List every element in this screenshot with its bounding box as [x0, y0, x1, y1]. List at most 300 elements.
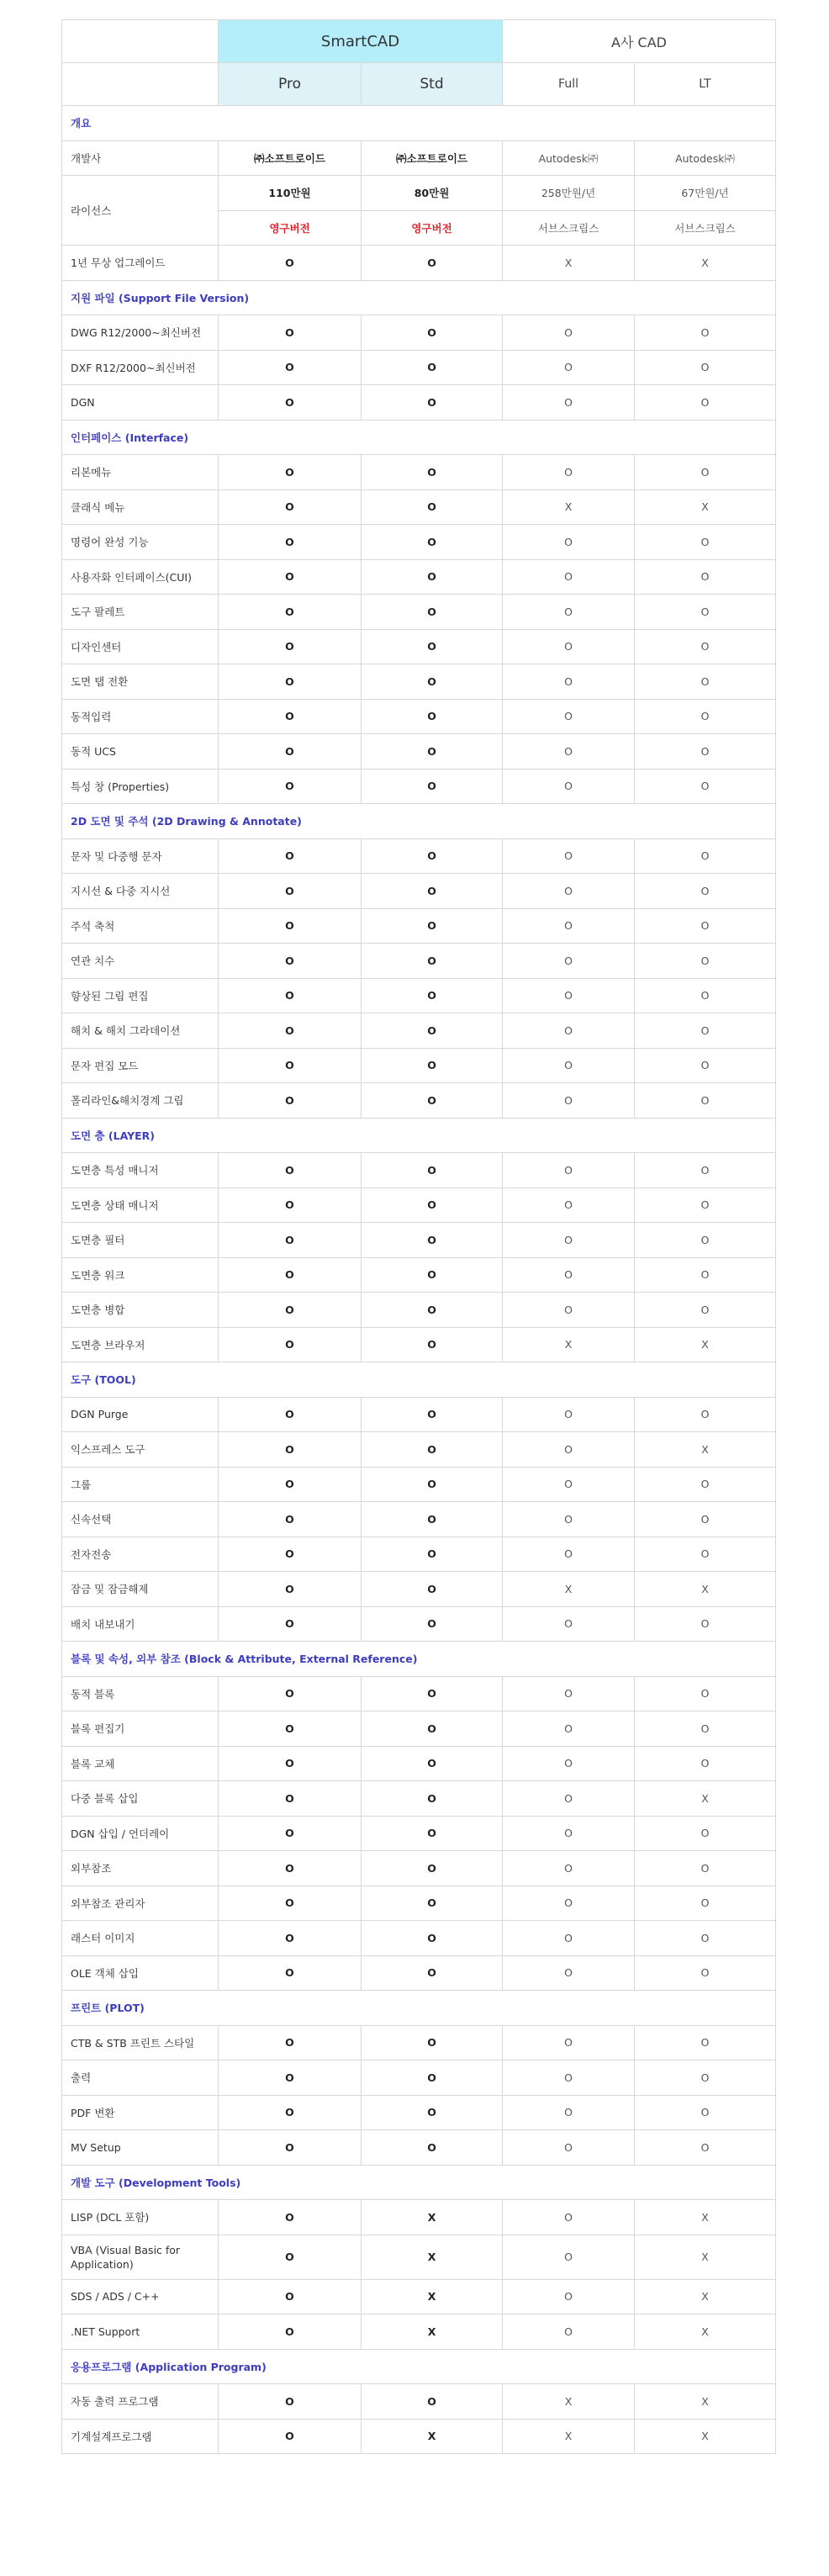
- row-label: PDF 변환: [62, 2095, 219, 2130]
- value-cell: O: [362, 838, 503, 874]
- value-cell: O: [219, 1746, 362, 1781]
- value-cell: O: [219, 1432, 362, 1468]
- value-cell: O: [635, 2095, 776, 2130]
- value-cell: O: [503, 385, 635, 421]
- value-cell: O: [503, 315, 635, 351]
- value-cell: O: [503, 1397, 635, 1432]
- value-cell: O: [362, 2384, 503, 2420]
- value-cell: O: [635, 908, 776, 944]
- value-cell: O: [635, 2060, 776, 2096]
- value-cell: O: [362, 1502, 503, 1537]
- table-row: [62, 1572, 776, 1607]
- value-cell: O: [503, 978, 635, 1013]
- section-title: 프린트 (PLOT): [62, 1991, 776, 2026]
- table-row: [62, 1397, 776, 1432]
- value-cell: O: [635, 1711, 776, 1747]
- table-row: [62, 1153, 776, 1188]
- section-title: 인터페이스 (Interface): [62, 420, 776, 455]
- table-row: [62, 2235, 776, 2279]
- value-cell: O: [219, 1921, 362, 1956]
- value-cell: O: [219, 315, 362, 351]
- value-cell: O: [503, 595, 635, 630]
- value-cell: O: [219, 350, 362, 385]
- edition-std: Std: [362, 63, 503, 106]
- value-cell: O: [503, 2235, 635, 2279]
- value-cell: O: [635, 595, 776, 630]
- table-row: [62, 1502, 776, 1537]
- value-cell: O: [219, 1293, 362, 1328]
- row-label: 블록 교체: [62, 1746, 219, 1781]
- section-row: [62, 280, 776, 315]
- row-label: 연관 치수: [62, 944, 219, 979]
- value-cell: O: [635, 559, 776, 595]
- value-cell: O: [503, 699, 635, 734]
- value-cell: O: [635, 944, 776, 979]
- value-cell: O: [362, 1293, 503, 1328]
- value-cell: O: [635, 734, 776, 770]
- value-cell: O: [219, 874, 362, 909]
- row-label: 블록 편집기: [62, 1711, 219, 1747]
- value-cell: O: [362, 944, 503, 979]
- row-label: 사용자화 인터페이스(CUI): [62, 559, 219, 595]
- value-cell: O: [219, 1153, 362, 1188]
- value-cell: O: [362, 1223, 503, 1258]
- value-cell: O: [219, 455, 362, 490]
- table-row: [62, 1816, 776, 1851]
- row-label: 동적 블록: [62, 1676, 219, 1711]
- edition-lt: LT: [635, 63, 776, 106]
- price-cell: 67만원/년: [635, 176, 776, 211]
- value-cell: O: [635, 1293, 776, 1328]
- table-row: [62, 664, 776, 700]
- value-cell: O: [503, 2060, 635, 2096]
- value-cell: O: [503, 2025, 635, 2060]
- row-label: DGN 삽입 / 언더레이: [62, 1816, 219, 1851]
- row-label: 해치 & 해치 그라데이션: [62, 1013, 219, 1049]
- value-cell: O: [219, 489, 362, 525]
- row-label: 문자 및 다중행 문자: [62, 838, 219, 874]
- value-cell: O: [635, 1083, 776, 1119]
- row-label: VBA (Visual Basic for Application): [62, 2235, 219, 2279]
- table-row: [62, 2279, 776, 2314]
- table-row: [62, 1676, 776, 1711]
- value-cell: O: [503, 525, 635, 560]
- row-label: 도면층 특성 매니저: [62, 1153, 219, 1188]
- price-cell: 80만원: [362, 176, 503, 211]
- section-title: 지원 파일 (Support File Version): [62, 280, 776, 315]
- license-type-cell: 서브스크립스: [635, 210, 776, 246]
- table-row: [62, 1223, 776, 1258]
- edition-full: Full: [503, 63, 635, 106]
- table-row: [62, 1537, 776, 1572]
- table-row: [62, 2200, 776, 2235]
- value-cell: O: [635, 769, 776, 804]
- value-cell: O: [362, 1955, 503, 1991]
- value-cell: O: [635, 1955, 776, 1991]
- value-cell: O: [362, 1886, 503, 1921]
- value-cell: O: [362, 1083, 503, 1119]
- value-cell: O: [503, 769, 635, 804]
- value-cell: O: [635, 1013, 776, 1049]
- license-type-cell: 서브스크립스: [503, 210, 635, 246]
- value-cell: O: [219, 385, 362, 421]
- value-cell: O: [503, 1886, 635, 1921]
- value-cell: O: [362, 315, 503, 351]
- value-cell: X: [635, 1572, 776, 1607]
- value-cell: O: [362, 874, 503, 909]
- value-cell: O: [635, 874, 776, 909]
- table-row: [62, 1432, 776, 1468]
- value-cell: O: [635, 385, 776, 421]
- value-cell: O: [635, 838, 776, 874]
- value-cell: O: [503, 455, 635, 490]
- row-label: 잠금 및 잠금해제: [62, 1572, 219, 1607]
- value-cell: O: [635, 525, 776, 560]
- row-label: 도면층 브라우저: [62, 1327, 219, 1362]
- value-cell: O: [219, 1013, 362, 1049]
- value-cell: O: [635, 1886, 776, 1921]
- value-cell: O: [635, 1502, 776, 1537]
- value-cell: O: [219, 1606, 362, 1642]
- row-label: 외부참조: [62, 1851, 219, 1886]
- row-label: SDS / ADS / C++: [62, 2279, 219, 2314]
- table-row: [62, 489, 776, 525]
- value-cell: O: [362, 1921, 503, 1956]
- value-cell: O: [503, 838, 635, 874]
- price-cell: 258만원/년: [503, 176, 635, 211]
- value-cell: Autodesk㈜: [635, 140, 776, 176]
- table-row: [62, 1327, 776, 1362]
- value-cell: O: [503, 2130, 635, 2166]
- value-cell: O: [219, 1502, 362, 1537]
- value-cell: O: [362, 908, 503, 944]
- value-cell: O: [362, 1187, 503, 1223]
- value-cell: O: [362, 595, 503, 630]
- brand-header-row: [62, 20, 776, 63]
- value-cell: O: [219, 2200, 362, 2235]
- value-cell: O: [635, 978, 776, 1013]
- value-cell: X: [503, 1572, 635, 1607]
- value-cell: Autodesk㈜: [503, 140, 635, 176]
- row-label: 클래식 메뉴: [62, 489, 219, 525]
- value-cell: O: [219, 1955, 362, 1991]
- value-cell: X: [635, 2314, 776, 2350]
- value-cell: O: [362, 525, 503, 560]
- value-cell: O: [219, 734, 362, 770]
- value-cell: X: [362, 2419, 503, 2454]
- value-cell: O: [503, 1537, 635, 1572]
- row-label: DXF R12/2000~최신버전: [62, 350, 219, 385]
- value-cell: O: [635, 1676, 776, 1711]
- value-cell: O: [219, 978, 362, 1013]
- value-cell: O: [362, 1781, 503, 1817]
- value-cell: O: [503, 559, 635, 595]
- section-row: [62, 804, 776, 839]
- row-label: DGN: [62, 385, 219, 421]
- value-cell: O: [635, 1223, 776, 1258]
- row-label: 리본메뉴: [62, 455, 219, 490]
- value-cell: O: [219, 1711, 362, 1747]
- section-row: [62, 1642, 776, 1677]
- value-cell: O: [635, 455, 776, 490]
- row-label: 동적입력: [62, 699, 219, 734]
- section-row: [62, 1362, 776, 1398]
- table-row: [62, 838, 776, 874]
- table-row: [62, 2314, 776, 2350]
- table-row: [62, 246, 776, 281]
- table-row: [62, 315, 776, 351]
- row-label: 개발사: [62, 140, 219, 176]
- value-cell: O: [362, 1606, 503, 1642]
- table-row: [62, 2130, 776, 2166]
- table-row: [62, 1781, 776, 1817]
- brand-competitor: A사 CAD: [503, 20, 776, 63]
- value-cell: ㈜소프트로이드: [219, 140, 362, 176]
- row-label: 도면층 워크: [62, 1257, 219, 1293]
- row-label: 배치 내보내기: [62, 1606, 219, 1642]
- value-cell: O: [503, 629, 635, 664]
- value-cell: O: [503, 1781, 635, 1817]
- value-cell: O: [362, 1397, 503, 1432]
- table-row: [62, 629, 776, 664]
- row-label: OLE 객체 삽입: [62, 1955, 219, 1991]
- value-cell: O: [635, 2130, 776, 2166]
- table-row: [62, 1013, 776, 1049]
- value-cell: O: [503, 2200, 635, 2235]
- value-cell: O: [362, 1013, 503, 1049]
- value-cell: O: [219, 2384, 362, 2420]
- value-cell: O: [362, 1467, 503, 1502]
- value-cell: O: [503, 1083, 635, 1119]
- value-cell: O: [503, 874, 635, 909]
- value-cell: O: [635, 1467, 776, 1502]
- value-cell: X: [503, 2419, 635, 2454]
- license-type-cell: 영구버전: [362, 210, 503, 246]
- row-label: LISP (DCL 포함): [62, 2200, 219, 2235]
- value-cell: O: [635, 1537, 776, 1572]
- value-cell: O: [362, 734, 503, 770]
- value-cell: O: [503, 1711, 635, 1747]
- value-cell: O: [503, 734, 635, 770]
- value-cell: O: [503, 1606, 635, 1642]
- value-cell: O: [503, 1851, 635, 1886]
- value-cell: O: [362, 1676, 503, 1711]
- value-cell: O: [362, 769, 503, 804]
- value-cell: O: [635, 629, 776, 664]
- row-label: 라이선스: [62, 176, 219, 246]
- table-row: [62, 1467, 776, 1502]
- value-cell: O: [503, 1257, 635, 1293]
- row-label: 기계설계프로그램: [62, 2419, 219, 2454]
- value-cell: O: [503, 2279, 635, 2314]
- value-cell: O: [219, 1467, 362, 1502]
- value-cell: O: [219, 246, 362, 281]
- value-cell: X: [635, 2384, 776, 2420]
- value-cell: ㈜소프트로이드: [362, 140, 503, 176]
- row-label: 특성 창 (Properties): [62, 769, 219, 804]
- value-cell: O: [503, 1432, 635, 1468]
- value-cell: O: [219, 1572, 362, 1607]
- edition-pro: Pro: [219, 63, 362, 106]
- table-row: [62, 1851, 776, 1886]
- table-row: [62, 176, 776, 211]
- value-cell: O: [503, 1013, 635, 1049]
- value-cell: O: [219, 2060, 362, 2096]
- value-cell: O: [635, 1816, 776, 1851]
- value-cell: O: [362, 1153, 503, 1188]
- table-row: [62, 1083, 776, 1119]
- section-row: [62, 2349, 776, 2384]
- value-cell: O: [219, 1397, 362, 1432]
- brand-smartcad: SmartCAD: [219, 20, 503, 63]
- table-row: [62, 1746, 776, 1781]
- row-label: DGN Purge: [62, 1397, 219, 1432]
- row-label: 명령어 완성 기능: [62, 525, 219, 560]
- value-cell: X: [503, 1327, 635, 1362]
- section-title: 2D 도면 및 주석 (2D Drawing & Annotate): [62, 804, 776, 839]
- value-cell: O: [362, 350, 503, 385]
- table-row: [62, 908, 776, 944]
- value-cell: O: [503, 944, 635, 979]
- section-row: [62, 1118, 776, 1153]
- row-label: 출력: [62, 2060, 219, 2096]
- value-cell: O: [219, 1187, 362, 1223]
- section-title: 응용프로그램 (Application Program): [62, 2349, 776, 2384]
- value-cell: X: [635, 1327, 776, 1362]
- header-corner-2: [62, 63, 219, 106]
- value-cell: O: [219, 1327, 362, 1362]
- value-cell: O: [503, 1816, 635, 1851]
- value-cell: O: [635, 1851, 776, 1886]
- value-cell: O: [362, 489, 503, 525]
- value-cell: X: [635, 2235, 776, 2279]
- value-cell: X: [635, 489, 776, 525]
- table-row: [62, 944, 776, 979]
- row-label: 도면 탭 전환: [62, 664, 219, 700]
- section-row: [62, 1991, 776, 2026]
- value-cell: O: [503, 664, 635, 700]
- value-cell: O: [503, 1153, 635, 1188]
- value-cell: O: [362, 629, 503, 664]
- value-cell: O: [503, 1187, 635, 1223]
- value-cell: O: [635, 664, 776, 700]
- value-cell: O: [362, 2025, 503, 2060]
- value-cell: O: [635, 1257, 776, 1293]
- value-cell: O: [219, 664, 362, 700]
- value-cell: O: [362, 1711, 503, 1747]
- table-row: [62, 769, 776, 804]
- value-cell: O: [219, 1257, 362, 1293]
- value-cell: O: [635, 1921, 776, 1956]
- comparison-table: [61, 19, 776, 2454]
- value-cell: O: [503, 350, 635, 385]
- value-cell: O: [219, 1083, 362, 1119]
- row-label: 도면층 병합: [62, 1293, 219, 1328]
- value-cell: O: [635, 2025, 776, 2060]
- table-row: [62, 2419, 776, 2454]
- value-cell: O: [219, 769, 362, 804]
- value-cell: O: [503, 1746, 635, 1781]
- comparison-container: [61, 19, 775, 2454]
- table-row: [62, 699, 776, 734]
- table-row: [62, 455, 776, 490]
- value-cell: O: [635, 1153, 776, 1188]
- comparison-body: [62, 106, 776, 2454]
- row-label: 주석 축척: [62, 908, 219, 944]
- value-cell: O: [219, 1048, 362, 1083]
- table-row: [62, 1257, 776, 1293]
- value-cell: O: [362, 455, 503, 490]
- value-cell: O: [503, 1048, 635, 1083]
- value-cell: O: [219, 2279, 362, 2314]
- value-cell: O: [503, 1223, 635, 1258]
- value-cell: O: [219, 2130, 362, 2166]
- table-row: [62, 2060, 776, 2096]
- value-cell: O: [635, 699, 776, 734]
- header-corner: [62, 20, 219, 63]
- value-cell: X: [362, 2235, 503, 2279]
- value-cell: O: [219, 2095, 362, 2130]
- table-row: [62, 1293, 776, 1328]
- value-cell: O: [362, 1048, 503, 1083]
- value-cell: O: [362, 2060, 503, 2096]
- row-label: 도면층 상태 매니저: [62, 1187, 219, 1223]
- table-row: [62, 2384, 776, 2420]
- value-cell: O: [219, 559, 362, 595]
- row-label: 동적 UCS: [62, 734, 219, 770]
- table-row: [62, 559, 776, 595]
- value-cell: X: [635, 246, 776, 281]
- row-label: 향상된 그립 편집: [62, 978, 219, 1013]
- value-cell: X: [635, 2419, 776, 2454]
- table-row: [62, 350, 776, 385]
- value-cell: O: [362, 246, 503, 281]
- value-cell: O: [503, 1676, 635, 1711]
- value-cell: O: [362, 664, 503, 700]
- value-cell: X: [635, 2279, 776, 2314]
- value-cell: O: [219, 629, 362, 664]
- value-cell: X: [362, 2200, 503, 2235]
- value-cell: O: [362, 1816, 503, 1851]
- value-cell: O: [362, 1432, 503, 1468]
- row-label: 1년 무상 업그레이드: [62, 246, 219, 281]
- row-label: 전자전송: [62, 1537, 219, 1572]
- value-cell: O: [362, 1327, 503, 1362]
- value-cell: O: [503, 1921, 635, 1956]
- value-cell: O: [219, 595, 362, 630]
- section-title: 블록 및 속성, 외부 참조 (Block & Attribute, External Reference): [62, 1642, 776, 1677]
- value-cell: O: [362, 1746, 503, 1781]
- value-cell: X: [362, 2314, 503, 2350]
- value-cell: O: [219, 2314, 362, 2350]
- value-cell: O: [503, 2314, 635, 2350]
- table-row: [62, 1955, 776, 1991]
- row-label: 문자 편집 모드: [62, 1048, 219, 1083]
- value-cell: O: [219, 2419, 362, 2454]
- value-cell: O: [219, 1886, 362, 1921]
- table-row: [62, 1886, 776, 1921]
- value-cell: O: [219, 908, 362, 944]
- table-row: [62, 1048, 776, 1083]
- value-cell: O: [635, 350, 776, 385]
- value-cell: O: [362, 1851, 503, 1886]
- section-title: 도면 층 (LAYER): [62, 1118, 776, 1153]
- row-label: 도구 팔레트: [62, 595, 219, 630]
- value-cell: O: [635, 1048, 776, 1083]
- value-cell: O: [362, 1537, 503, 1572]
- row-label: 외부참조 관리자: [62, 1886, 219, 1921]
- row-label: 자동 출력 프로그램: [62, 2384, 219, 2420]
